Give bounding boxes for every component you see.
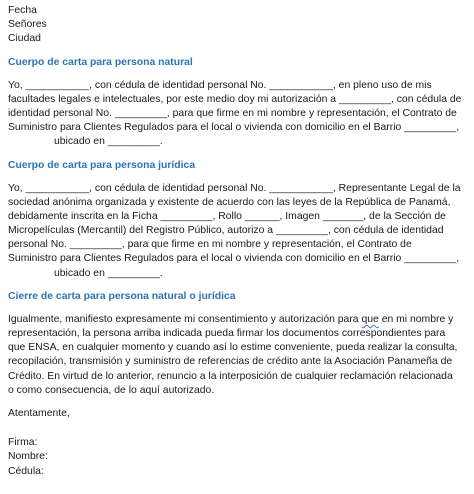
body-line: personal No. _________, para que firme en mi nombre y representación, el Contrato de xyxy=(8,239,412,251)
body-line xyxy=(8,313,468,327)
valediction: Atentamente, xyxy=(8,407,70,419)
text-run: en mi nombre y xyxy=(378,313,454,325)
natural-person-heading: Cuerpo de carta para persona natural xyxy=(8,56,193,68)
body-line: Yo, ___________, con cédula de identidad personal No. ___________, en pleno uso de mis xyxy=(8,79,432,91)
letter-document xyxy=(8,4,468,479)
body-line: que ENSA, en cualquier momento y cuando así lo estime conveniente, pueda realizar la consulta, xyxy=(8,342,458,354)
text-run: Igualmente, manifiesto expresamente mi consentimiento y autorización para xyxy=(8,313,362,325)
body-line: facultades legales e intelectuales, por este medio doy mi autorización a _________, con cédula de xyxy=(8,93,462,105)
id-label: Cédula: xyxy=(8,465,44,477)
closing-section-body xyxy=(8,313,468,398)
body-line: identidad personal No. _________, para que firme en mi nombre y representación, el Contrato de xyxy=(8,107,457,119)
signature-label: Firma: xyxy=(8,437,38,449)
date-line: Fecha xyxy=(8,5,37,16)
letter-header xyxy=(8,4,468,47)
body-line: Suministro para Clientes Regulados para el local o vivienda con domicilio en el Barrio _________, xyxy=(8,253,460,265)
city-line: Ciudad xyxy=(8,33,41,45)
legal-person-heading: Cuerpo de carta para persona jurídica xyxy=(8,159,196,171)
body-line: ubicado en _________. xyxy=(54,267,163,279)
spellcheck-word: que xyxy=(361,313,379,325)
body-line: recopilación, transmisión y suministro de referencias de crédito ante la Asociación Panameña de xyxy=(8,356,453,368)
signature-block xyxy=(8,436,468,479)
natural-person-body xyxy=(8,79,468,150)
body-line: Suministro para Clientes Regulados para el local o vivienda con domicilio en el Barrio _________, xyxy=(8,122,460,134)
body-line: o como consecuencia, de lo aquí autorizado. xyxy=(8,384,215,396)
body-line: representación, la persona arriba indicada pueda firmar los documentos correspondientes para xyxy=(8,328,446,339)
body-line: ubicado en _________. xyxy=(54,136,163,148)
body-line: Crédito. En virtud de lo anterior, renuncio a la interposición de cualquier reclamación relacionada xyxy=(8,370,453,382)
body-line: Yo, ___________, con cédula de identidad personal No. ___________, Representante Legal de la xyxy=(8,182,461,194)
salutation-line: Señores xyxy=(8,19,47,31)
closing-section-heading: Cierre de carta para persona natural o jurídica xyxy=(8,290,236,302)
body-line: sociedad anónima organizada y existente de acuerdo con las leyes de la República de Panamá, xyxy=(8,196,451,208)
legal-person-body xyxy=(8,182,468,281)
body-line: Micropelículas (Mercantil) del Registro Público, autorizo a _________, con cédula de identidad xyxy=(8,225,444,237)
body-line: debidamente inscrita en la Ficha _________, Rollo ______, Imagen _______, de la Sección de xyxy=(8,210,446,222)
name-label: Nombre: xyxy=(8,451,48,463)
